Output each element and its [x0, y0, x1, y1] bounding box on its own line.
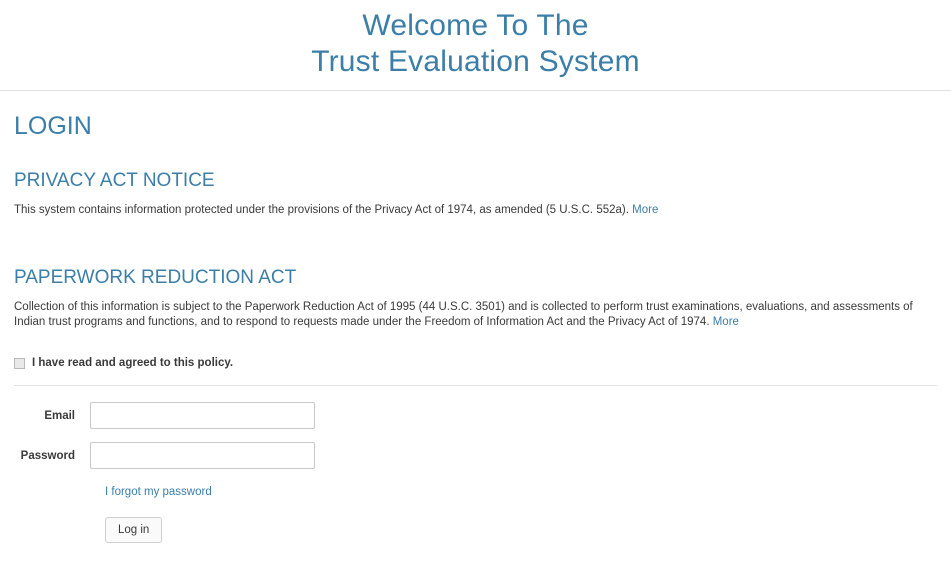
login-button-row: [14, 517, 937, 543]
login-form: [14, 402, 937, 543]
form-divider: [14, 385, 937, 386]
login-button[interactable]: Log in: [105, 517, 162, 543]
password-label: Password: [20, 449, 75, 462]
page-title: LOGIN: [14, 112, 92, 140]
paperwork-body: Collection of this information is subject to the Paperwork Reduction Act of 1995 (44 U.S.C. 3501) and is collected to perform trust examinations, evaluations, and assessments of Indian trust programs and functions, and to respond to requests made under the Freedom of Information Act and the Privacy Act of 1974.: [14, 301, 913, 328]
password-row: [14, 442, 937, 469]
banner-line-2: Trust Evaluation System: [311, 45, 640, 78]
paperwork-more-link[interactable]: More: [712, 316, 739, 328]
page-content: [0, 111, 951, 543]
email-label: Email: [44, 409, 75, 422]
privacy-act-text: [14, 203, 930, 218]
password-input[interactable]: [90, 442, 315, 469]
email-row: [14, 402, 937, 429]
paperwork-reduction-section: [14, 266, 937, 330]
policy-agreement-checkbox[interactable]: [14, 358, 25, 369]
site-banner: [0, 0, 951, 91]
forgot-password-link[interactable]: I forgot my password: [105, 486, 212, 498]
banner-line-1: Welcome To The: [362, 9, 589, 42]
forgot-password-row: [14, 482, 937, 500]
paperwork-reduction-title: PAPERWORK REDUCTION ACT: [14, 267, 297, 288]
privacy-act-body: This system contains information protected under the provisions of the Privacy Act of 1974, as amended (5 U.S.C. 552a).: [14, 204, 629, 216]
policy-agreement-row[interactable]: [14, 357, 937, 369]
privacy-more-link[interactable]: More: [632, 204, 659, 216]
privacy-act-title: PRIVACY ACT NOTICE: [14, 170, 215, 191]
paperwork-reduction-text: [14, 300, 930, 330]
email-input[interactable]: [90, 402, 315, 429]
policy-agreement-label[interactable]: I have read and agreed to this policy.: [32, 357, 234, 369]
privacy-act-section: [14, 169, 937, 218]
